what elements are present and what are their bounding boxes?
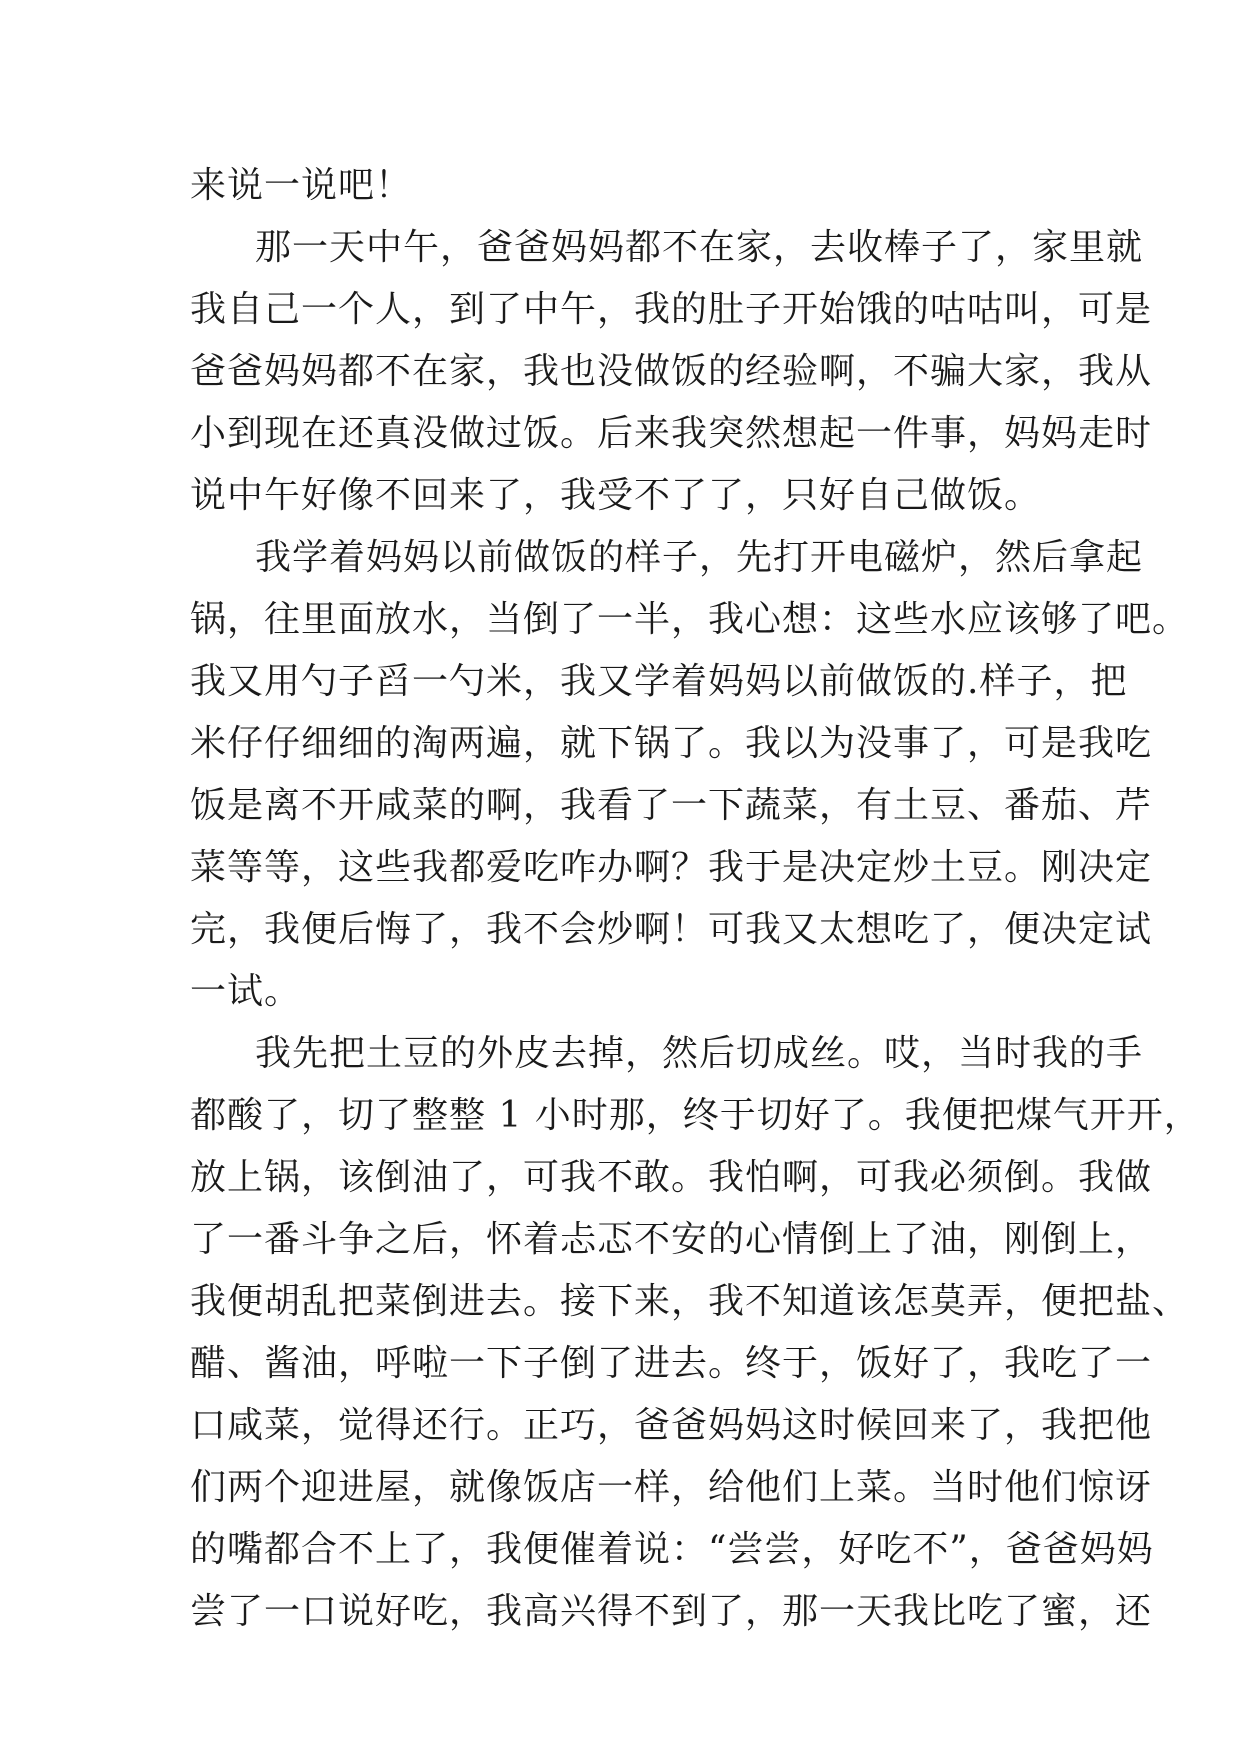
text-line: 爸爸妈妈都不在家，我也没做饭的经验啊，不骗大家，我从 bbox=[190, 351, 1153, 392]
text-line: 饭是离不开咸菜的啊，我看了一下蔬菜，有土豆、番茄、芹 bbox=[190, 785, 1153, 826]
paragraph-start-line: 那一天中午，爸爸妈妈都不在家，去收棒子了，家里就 bbox=[255, 227, 1144, 268]
text-line: 我又用勺子舀一勺米，我又学着妈妈以前做饭的.样子，把 bbox=[190, 661, 1128, 702]
text-line: 说中午好像不回来了，我受不了了，只好自己做饭。 bbox=[190, 475, 1042, 516]
paragraph-start-line: 我学着妈妈以前做饭的样子，先打开电磁炉，然后拿起 bbox=[255, 537, 1144, 578]
text-line: 一试。 bbox=[190, 971, 302, 1012]
text-line: 我自己一个人，到了中午，我的肚子开始饿的咕咕叫，可是 bbox=[190, 289, 1153, 330]
text-line: 放上锅，该倒油了，可我不敢。我怕啊，可我必须倒。我做 bbox=[190, 1157, 1153, 1198]
text-line: 尝了一口说好吃，我高兴得不到了，那一天我比吃了蜜，还 bbox=[190, 1591, 1153, 1632]
text-line: 锅，往里面放水，当倒了一半，我心想：这些水应该够了吧。 bbox=[190, 599, 1190, 640]
text-line: 了一番斗争之后，怀着忐忑不安的心情倒上了油，刚倒上， bbox=[190, 1219, 1153, 1260]
text-line: 小到现在还真没做过饭。后来我突然想起一件事，妈妈走时 bbox=[190, 413, 1153, 454]
text-line: 的嘴都合不上了，我便催着说：“尝尝，好吃不”，爸爸妈妈 bbox=[190, 1529, 1154, 1570]
text-line: 米仔仔细细的淘两遍，就下锅了。我以为没事了，可是我吃 bbox=[190, 723, 1153, 764]
text-line: 醋、酱油，呼啦一下子倒了进去。终于，饭好了，我吃了一 bbox=[190, 1343, 1153, 1384]
text-line: 我便胡乱把菜倒进去。接下来，我不知道该怎莫弄，便把盐、 bbox=[190, 1281, 1190, 1322]
paragraph-start-line: 我先把土豆的外皮去掉，然后切成丝。哎，当时我的手 bbox=[255, 1033, 1144, 1074]
text-line: 都酸了，切了整整 1 小时那，终于切好了。我便把煤气开开， bbox=[190, 1095, 1201, 1136]
text-line: 们两个迎进屋，就像饭店一样，给他们上菜。当时他们惊讶 bbox=[190, 1467, 1153, 1508]
body-text bbox=[190, 155, 1201, 1643]
text-line: 来说一说吧！ bbox=[190, 165, 413, 206]
text-line: 菜等等，这些我都爱吃咋办啊？我于是决定炒土豆。刚决定 bbox=[190, 847, 1153, 888]
text-line: 口咸菜，觉得还行。正巧，爸爸妈妈这时候回来了，我把他 bbox=[190, 1405, 1153, 1446]
text-line: 完，我便后悔了，我不会炒啊！可我又太想吃了，便决定试 bbox=[190, 909, 1153, 950]
